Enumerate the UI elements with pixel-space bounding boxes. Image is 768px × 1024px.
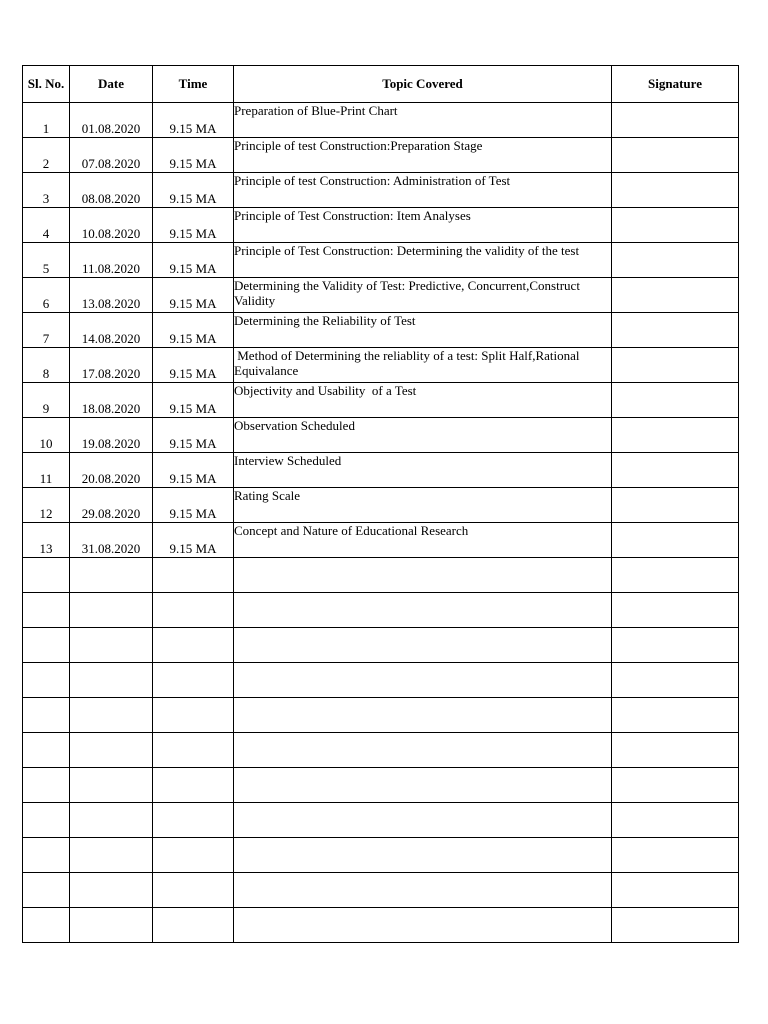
- signature-cell: [612, 593, 739, 628]
- date-cell: [70, 873, 153, 908]
- table-row: [23, 873, 739, 908]
- signature-cell: [612, 173, 739, 208]
- sl-no-cell: 7: [23, 313, 70, 348]
- time-cell: 9.15 MA: [153, 208, 234, 243]
- signature-cell: [612, 488, 739, 523]
- sl-no-cell: 3: [23, 173, 70, 208]
- topic-cell: Method of Determining the reliablity of a test: Split Half,Rational Equivalance: [234, 348, 612, 383]
- signature-cell: [612, 383, 739, 418]
- topic-cell: Determining the Reliability of Test: [234, 313, 612, 348]
- table-row: [23, 698, 739, 733]
- time-cell: 9.15 MA: [153, 278, 234, 313]
- time-cell: [153, 558, 234, 593]
- date-cell: 01.08.2020: [70, 103, 153, 138]
- signature-cell: [612, 103, 739, 138]
- topic-cell: Interview Scheduled: [234, 453, 612, 488]
- table-row: [23, 138, 739, 173]
- time-cell: 9.15 MA: [153, 173, 234, 208]
- date-cell: [70, 593, 153, 628]
- date-cell: 10.08.2020: [70, 208, 153, 243]
- time-cell: 9.15 MA: [153, 453, 234, 488]
- date-cell: 19.08.2020: [70, 418, 153, 453]
- time-cell: [153, 838, 234, 873]
- time-cell: [153, 733, 234, 768]
- topic-cell: Principle of test Construction: Administration of Test: [234, 173, 612, 208]
- date-cell: 11.08.2020: [70, 243, 153, 278]
- sl-no-cell: [23, 908, 70, 943]
- signature-cell: [612, 278, 739, 313]
- table-row: [23, 383, 739, 418]
- date-cell: 20.08.2020: [70, 453, 153, 488]
- table-row: [23, 173, 739, 208]
- date-cell: [70, 803, 153, 838]
- time-cell: 9.15 MA: [153, 383, 234, 418]
- topic-cell: Principle of test Construction:Preparation Stage: [234, 138, 612, 173]
- table-row: [23, 628, 739, 663]
- signature-cell: [612, 768, 739, 803]
- table-row: [23, 103, 739, 138]
- header-date: Date: [70, 66, 153, 103]
- time-cell: 9.15 MA: [153, 243, 234, 278]
- class-log-table: [22, 65, 739, 943]
- table-row: [23, 418, 739, 453]
- table-row: [23, 663, 739, 698]
- topic-cell: [234, 558, 612, 593]
- time-cell: [153, 873, 234, 908]
- time-cell: [153, 908, 234, 943]
- table-row: [23, 558, 739, 593]
- signature-cell: [612, 313, 739, 348]
- table-row: [23, 803, 739, 838]
- date-cell: [70, 908, 153, 943]
- table-row: [23, 243, 739, 278]
- signature-cell: [612, 628, 739, 663]
- signature-cell: [612, 838, 739, 873]
- date-cell: [70, 663, 153, 698]
- table-body: [23, 103, 739, 943]
- table-row: [23, 278, 739, 313]
- topic-cell: Determining the Validity of Test: Predictive, Concurrent,Construct Validity: [234, 278, 612, 313]
- sl-no-cell: 6: [23, 278, 70, 313]
- signature-cell: [612, 418, 739, 453]
- sl-no-cell: 2: [23, 138, 70, 173]
- signature-cell: [612, 453, 739, 488]
- time-cell: [153, 768, 234, 803]
- sl-no-cell: [23, 593, 70, 628]
- signature-cell: [612, 243, 739, 278]
- date-cell: 14.08.2020: [70, 313, 153, 348]
- time-cell: [153, 803, 234, 838]
- signature-cell: [612, 663, 739, 698]
- time-cell: 9.15 MA: [153, 523, 234, 558]
- sl-no-cell: 10: [23, 418, 70, 453]
- sl-no-cell: [23, 838, 70, 873]
- header-topic: Topic Covered: [234, 66, 612, 103]
- topic-cell: Concept and Nature of Educational Research: [234, 523, 612, 558]
- sl-no-cell: [23, 733, 70, 768]
- sl-no-cell: [23, 558, 70, 593]
- topic-cell: Principle of Test Construction: Determining the validity of the test: [234, 243, 612, 278]
- table-row: [23, 453, 739, 488]
- signature-cell: [612, 523, 739, 558]
- time-cell: [153, 628, 234, 663]
- date-cell: 29.08.2020: [70, 488, 153, 523]
- table-row: [23, 908, 739, 943]
- table-row: [23, 313, 739, 348]
- date-cell: 17.08.2020: [70, 348, 153, 383]
- date-cell: 31.08.2020: [70, 523, 153, 558]
- topic-cell: [234, 593, 612, 628]
- header-sl-no: Sl. No.: [23, 66, 70, 103]
- time-cell: 9.15 MA: [153, 418, 234, 453]
- topic-cell: Objectivity and Usability of a Test: [234, 383, 612, 418]
- header-signature: Signature: [612, 66, 739, 103]
- date-cell: [70, 768, 153, 803]
- signature-cell: [612, 908, 739, 943]
- date-cell: [70, 733, 153, 768]
- time-cell: 9.15 MA: [153, 488, 234, 523]
- date-cell: 08.08.2020: [70, 173, 153, 208]
- signature-cell: [612, 208, 739, 243]
- sl-no-cell: [23, 663, 70, 698]
- topic-cell: Observation Scheduled: [234, 418, 612, 453]
- time-cell: 9.15 MA: [153, 138, 234, 173]
- sl-no-cell: [23, 698, 70, 733]
- date-cell: [70, 698, 153, 733]
- signature-cell: [612, 558, 739, 593]
- table-row: [23, 523, 739, 558]
- sl-no-cell: [23, 768, 70, 803]
- table-row: [23, 593, 739, 628]
- topic-cell: [234, 663, 612, 698]
- table-row: [23, 838, 739, 873]
- topic-cell: [234, 628, 612, 663]
- sl-no-cell: 13: [23, 523, 70, 558]
- sl-no-cell: [23, 873, 70, 908]
- topic-cell: [234, 768, 612, 803]
- signature-cell: [612, 803, 739, 838]
- topic-cell: Principle of Test Construction: Item Analyses: [234, 208, 612, 243]
- sl-no-cell: 12: [23, 488, 70, 523]
- topic-cell: Rating Scale: [234, 488, 612, 523]
- table-row: [23, 348, 739, 383]
- sl-no-cell: 9: [23, 383, 70, 418]
- time-cell: [153, 593, 234, 628]
- date-cell: 07.08.2020: [70, 138, 153, 173]
- sl-no-cell: 8: [23, 348, 70, 383]
- signature-cell: [612, 733, 739, 768]
- time-cell: [153, 663, 234, 698]
- topic-cell: [234, 698, 612, 733]
- topic-cell: [234, 838, 612, 873]
- table-row: [23, 488, 739, 523]
- date-cell: [70, 558, 153, 593]
- signature-cell: [612, 698, 739, 733]
- header-row: [23, 66, 739, 103]
- date-cell: 18.08.2020: [70, 383, 153, 418]
- table-row: [23, 733, 739, 768]
- topic-cell: [234, 733, 612, 768]
- sl-no-cell: [23, 628, 70, 663]
- sl-no-cell: 11: [23, 453, 70, 488]
- date-cell: [70, 628, 153, 663]
- time-cell: 9.15 MA: [153, 348, 234, 383]
- topic-cell: Preparation of Blue-Print Chart: [234, 103, 612, 138]
- time-cell: 9.15 MA: [153, 103, 234, 138]
- signature-cell: [612, 348, 739, 383]
- sl-no-cell: 5: [23, 243, 70, 278]
- sl-no-cell: 1: [23, 103, 70, 138]
- table-row: [23, 768, 739, 803]
- date-cell: [70, 838, 153, 873]
- table-row: [23, 208, 739, 243]
- topic-cell: [234, 908, 612, 943]
- date-cell: 13.08.2020: [70, 278, 153, 313]
- signature-cell: [612, 873, 739, 908]
- topic-cell: [234, 873, 612, 908]
- sl-no-cell: [23, 803, 70, 838]
- signature-cell: [612, 138, 739, 173]
- header-time: Time: [153, 66, 234, 103]
- time-cell: [153, 698, 234, 733]
- topic-cell: [234, 803, 612, 838]
- time-cell: 9.15 MA: [153, 313, 234, 348]
- sl-no-cell: 4: [23, 208, 70, 243]
